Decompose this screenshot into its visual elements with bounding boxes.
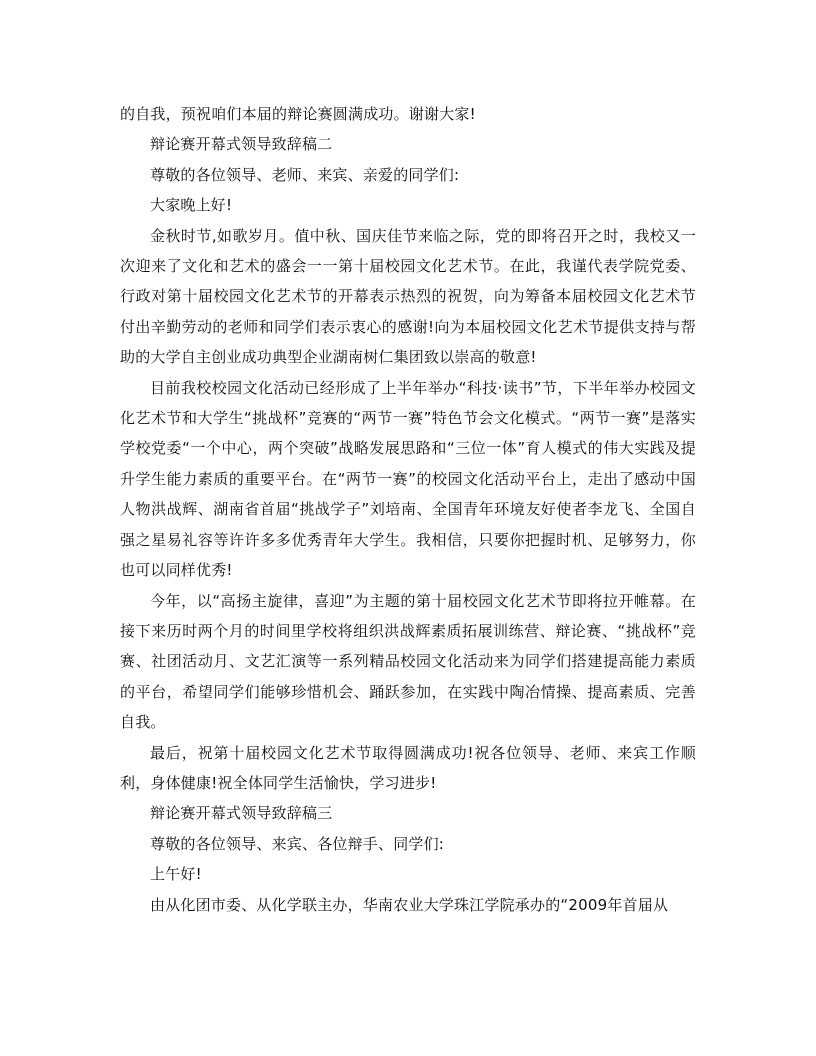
paragraph-theme: 今年，以“高扬主旋律，喜迎”为主题的第十届校园文化艺术节即将拉开帷幕。在接下来历时两个月的时间里学校将组织洪战辉素质拓展训练营、辩论赛、“挑战杯”竞赛、社团活动月、文艺汇演等一系列精品校园文化活动来为同学们搭建提高能力素质的平台，希望同学们能够珍惜机会、踊跃参加，在实践中陶冶情操、提高素质、完善自我。 [120,591,696,732]
greeting-line-two: 上午好! [150,865,202,884]
salutation-line-two: 尊敬的各位领导、来宾、各位辩手、同学们: [150,834,445,853]
paragraph-closing-line: 的自我，预祝咱们本届的辩论赛圆满成功。谢谢大家! [120,105,476,123]
paragraph-closing-wishes: 最后，祝第十届校园文化艺术节取得圆满成功!祝各位领导、老师、来宾工作顺利，身体健康!祝全体同学生活愉快，学习进步! [120,743,696,792]
section-heading-speech-two: 辩论赛开幕式领导致辞稿二 [150,135,333,154]
paragraph-activities: 目前我校校园文化活动已经形成了上半年举办“科技·读书”节，下半年举办校园文化艺术节和大学生“挑战杯”竞赛的“两节一赛”特色节会文化模式。“两节一赛”是落实学校党委“一个中心，两个突破”战略发展思路和“三位一体”育人模式的伟大实践及提升学生能力素质的重要平台。在“两节一赛”的校园文化活动平台上，走出了感动中国人物洪战辉、湖南省首届“挑战学子”刘培南、全国青年环境友好使者李龙飞、全国自强之星易礼容等许许多多优秀青年大学生。我相信，只要你把握时机、足够努力，你也可以同样优秀! [120,378,696,580]
document-body [120,99,696,920]
paragraph-host-intro: 由从化团市委、从化学联主办，华南农业大学珠江学院承办的“2009年首届从 [150,895,669,914]
greeting-line: 大家晚上好! [150,196,233,215]
salutation-line: 尊敬的各位领导、老师、来宾、亲爱的同学们: [150,165,460,184]
paragraph-opening: 金秋时节,如歌岁月。值中秋、国庆佳节来临之际，党的即将召开之时，我校又一次迎来了文化和艺术的盛会一一第十届校园文化艺术节。在此，我谨代表学院党委、行政对第十届校园文化艺术节的开幕表示热烈的祝贺，向为筹备本届校园文化艺术节付出辛勤劳动的老师和同学们表示衷心的感谢!向为本届校园文化艺术节提供支持与帮助的大学自主创业成功典型企业湖南树仁集团致以崇高的敬意! [120,226,696,367]
section-heading-speech-three: 辩论赛开幕式领导致辞稿三 [150,804,333,823]
